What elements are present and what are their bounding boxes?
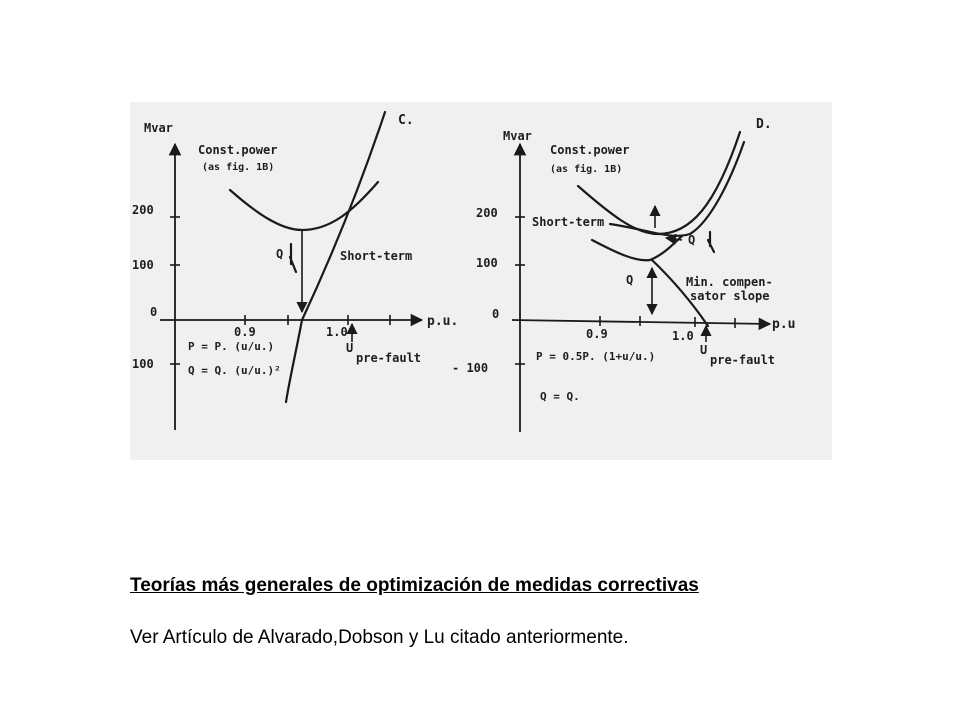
left-y-axis-label: Mvar [144,121,173,135]
scanned-figure [130,102,832,460]
left-u-label: U [346,341,354,355]
right-y-axis-label: Mvar [503,129,532,143]
right-x-tick-10: 1.0 [672,329,694,343]
figure-svg [130,102,832,460]
right-corner-label: D. [756,117,772,132]
right-x-tick-09: 0.9 [586,327,608,341]
left-x-tick-10: 1.0 [326,325,348,339]
right-u-label: U [700,343,708,357]
right-min-compensator-curve [592,236,682,260]
right-const-power-label: Const.power [550,143,630,157]
right-panel [452,117,795,432]
right-y-tick-neg100: - 100 [452,361,489,375]
left-q-label: Q [276,247,284,261]
right-min-comp-label: Min. compen- [686,275,773,289]
left-const-power-sub: (as fig. 1B) [202,162,275,173]
right-const-power-upper [610,142,744,236]
left-lower-line [286,320,302,402]
left-x-tick-09: 0.9 [234,325,256,339]
right-x-axis-label: p.u [772,317,796,332]
right-q-upper-label: Q [688,233,696,247]
left-corner-label: C. [398,113,414,128]
right-min-comp-label-2: sator slope [690,289,770,303]
left-y-tick-200: 200 [132,203,154,217]
right-short-term-label: Short-term [532,215,605,229]
right-x-axis [512,320,770,324]
right-y-tick-100: 100 [476,256,498,270]
right-switch-symbol [708,232,714,252]
right-pre-fault-label: pre-fault [710,353,776,367]
left-y-tick-neg100: 100 [132,357,154,371]
left-const-power-curve [230,182,378,230]
left-panel [132,112,458,430]
right-const-power-sub: (as fig. 1B) [550,164,623,175]
caption-body: Ver Artículo de Alvarado,Dobson y Lu citado anteriormente. [130,627,629,648]
right-y-tick-0: 0 [492,307,500,321]
left-const-power-label: Const.power [198,143,278,157]
left-short-term-label: Short-term [340,249,413,263]
right-q-lower-label: Q [626,273,634,287]
left-y-tick-0: 0 [150,305,158,319]
left-formula-q: Q = Q. (u/u.)² [188,364,281,377]
left-switch-symbol [290,244,296,272]
left-y-tick-100: 100 [132,258,154,272]
left-formula-p: P = P. (u/u.) [188,340,275,353]
left-pre-fault-label: pre-fault [356,351,422,365]
right-formula-q: Q = Q. [540,390,580,403]
left-x-axis-label: p.u. [427,314,459,329]
right-y-tick-200: 200 [476,206,498,220]
right-formula-p: P = 0.5P. (1+u/u.) [536,350,656,363]
caption-title: Teorías más generales de optimización de medidas correctivas [130,575,699,596]
